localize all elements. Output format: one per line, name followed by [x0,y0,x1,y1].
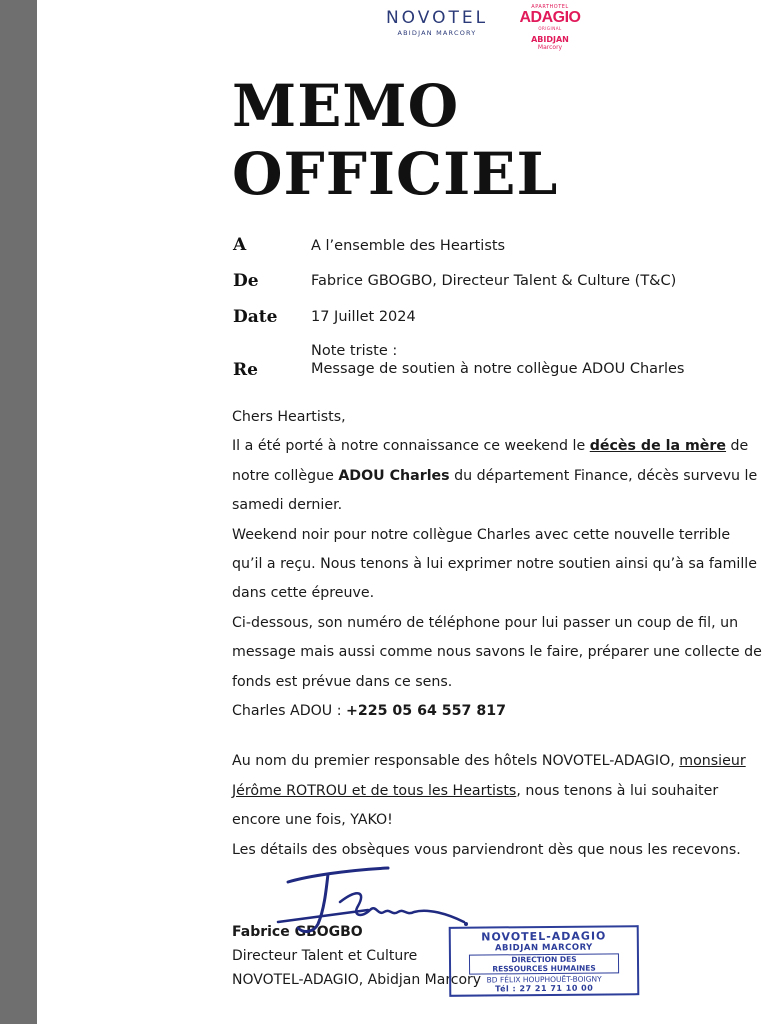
re-line1: Note triste : [311,343,398,359]
memo-title-line1: MEMO [232,72,460,140]
phone-number: +225 05 64 557 817 [345,703,506,720]
stamp-box [469,953,619,974]
p4-underlined: monsieur Jérôme ROTROU et de tous les Heartists [232,753,746,799]
signer-org: NOVOTEL-ADAGIO, Abidjan Marcory [232,972,482,988]
paragraph-5: Les détails des obsèques vous parviendront dès que nous les recevons. [232,841,741,858]
left-margin-bar [0,0,37,1024]
to-value: A l’ensemble des Heartists [311,238,506,254]
p1-text-c: de notre collègue [232,438,749,484]
p1-colleague-name: ADOU Charles [338,467,450,484]
novotel-logo [372,8,502,37]
stamp-line2: ABIDJAN MARCORY [494,942,593,954]
phone-line [232,697,762,726]
signer-role: Directeur Talent et Culture [232,948,418,964]
hr-stamp [449,925,640,997]
p4-text-a: Au nom du premier responsable des hôtels NOVOTEL-ADAGIO, [232,753,680,770]
phone-label: Charles ADOU : [232,703,346,720]
paragraph-1 [232,432,762,520]
p1-text-e: du département Finance, décès survevu le samedi dernier. [232,467,758,514]
to-label: A [233,235,247,255]
memo-title [232,72,558,208]
date-value: 17 Juillet 2024 [311,309,416,325]
from-value: Fabrice GBOGBO, Directeur Talent & Culture (T&C) [311,273,677,289]
from-label: De [233,271,259,291]
p4-text-c: , nous tenons à lui souhaiter encore une fois, YAKO! [232,782,719,829]
adagio-logo-district: Marcory [537,44,563,51]
date-label: Date [233,307,278,327]
handwritten-signature [268,862,478,942]
signer-name: Fabrice GBOGBO [232,924,363,940]
adagio-logo-name: ADAGIO [519,9,581,26]
stamp-line1: NOVOTEL-ADAGIO [481,929,607,944]
adagio-logo-top: APARTHOTEL [531,4,569,10]
p1-deces: décès de la mère [589,438,727,455]
stamp-line3: DIRECTION DES [511,954,577,965]
p1-text-a: Il a été porté à notre connaissance ce weekend le [232,438,590,455]
adagio-logo-original: ORIGINAL [538,26,562,31]
re-label: Re [233,360,258,380]
stamp-line6: Tél : 27 21 71 10 00 [495,983,594,994]
paragraph-2: Weekend noir pour notre collègue Charles avec cette nouvelle terrible qu’il a reçu. Nous tenons à lui exprimer notre soutien ainsi qu’à sa famille dans cette épreuve. [232,526,757,602]
stamp-line4: RESSOURCES HUMAINES [492,963,596,974]
memo-title-line2: OFFICIEL [232,140,559,208]
memo-body [232,403,762,865]
greeting: Chers Heartists, [232,409,346,425]
paragraph-4 [232,747,762,835]
re-line2: Message de soutien à notre collègue ADOU Charles [311,361,685,377]
adagio-logo [518,4,582,51]
novotel-logo-name: NOVOTEL [385,8,489,28]
stamp-line5: BD FÉLIX HOUPHOUËT-BOIGNY [486,974,602,985]
paragraph-3: Ci-dessous, son numéro de téléphone pour lui passer un coup de fil, un message mais aussi comme nous savons le faire, préparer une collecte de fonds est prévue dans ce sens. [232,614,762,690]
adagio-logo-city: ABIDJAN [531,35,569,44]
novotel-logo-location: ABIDJAN MARCORY [397,29,477,37]
